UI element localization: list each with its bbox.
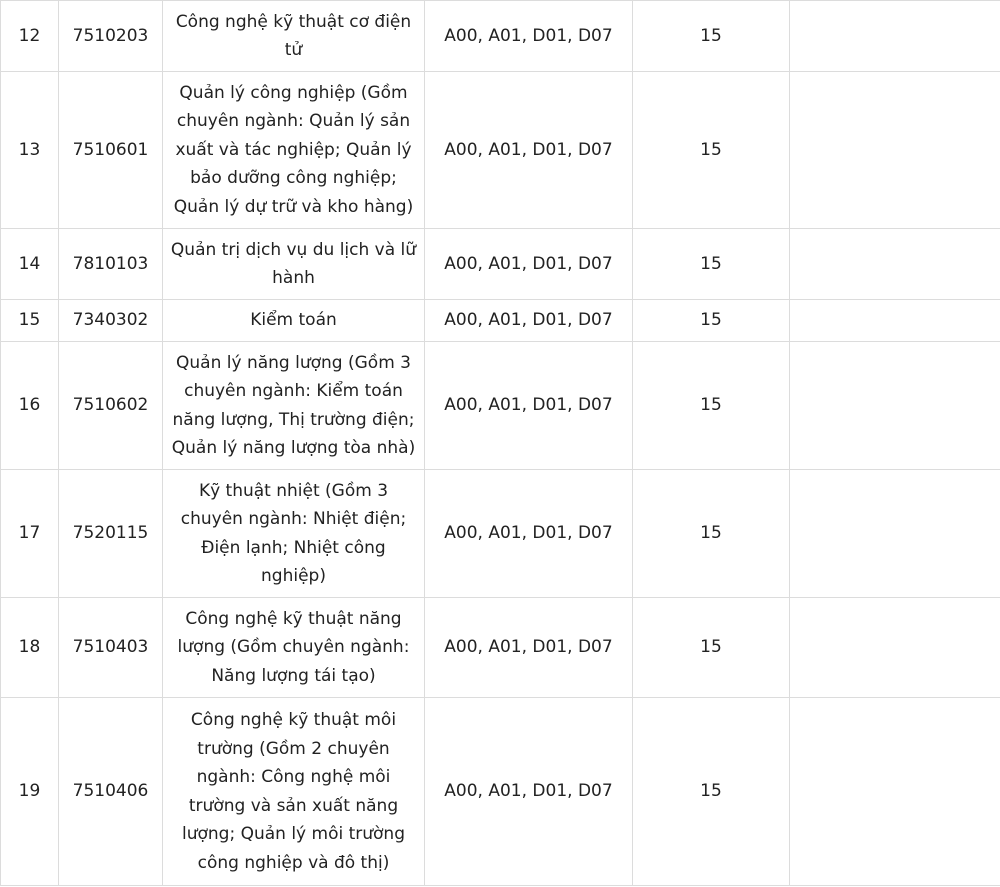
major-name-cell: Công nghệ kỹ thuật năng lượng (Gồm chuyên ngành: Năng lượng tái tạo) bbox=[163, 598, 425, 698]
table-row bbox=[1, 470, 1000, 598]
table-row bbox=[1, 342, 1000, 470]
major-code-cell: 7510601 bbox=[59, 72, 163, 229]
subject-combination-cell: A00, A01, D01, D07 bbox=[425, 342, 633, 470]
score-cell: 15 bbox=[633, 598, 790, 698]
major-code-cell: 7340302 bbox=[59, 300, 163, 342]
note-cell bbox=[790, 598, 1000, 698]
subject-combination-cell: A00, A01, D01, D07 bbox=[425, 1, 633, 72]
row-number-cell: 17 bbox=[1, 470, 59, 598]
row-number-cell: 18 bbox=[1, 598, 59, 698]
row-number-cell: 12 bbox=[1, 1, 59, 72]
table-row bbox=[1, 300, 1000, 342]
major-name-cell: Kiểm toán bbox=[163, 300, 425, 342]
score-cell: 15 bbox=[633, 470, 790, 598]
row-number-cell: 13 bbox=[1, 72, 59, 229]
major-name-cell: Công nghệ kỹ thuật cơ điện tử bbox=[163, 1, 425, 72]
major-code-cell: 7510602 bbox=[59, 342, 163, 470]
major-code-cell: 7520115 bbox=[59, 470, 163, 598]
subject-combination-cell: A00, A01, D01, D07 bbox=[425, 470, 633, 598]
row-number-cell: 14 bbox=[1, 229, 59, 300]
score-cell: 15 bbox=[633, 1, 790, 72]
note-cell bbox=[790, 342, 1000, 470]
major-name-cell: Công nghệ kỹ thuật môi trường (Gồm 2 chuyên ngành: Công nghệ môi trường và sản xuất năng lượng; Quản lý môi trường công nghiệp và đô thị) bbox=[163, 698, 425, 886]
note-cell bbox=[790, 229, 1000, 300]
note-cell bbox=[790, 72, 1000, 229]
major-name-cell: Quản lý năng lượng (Gồm 3 chuyên ngành: Kiểm toán năng lượng, Thị trường điện; Quản lý năng lượng tòa nhà) bbox=[163, 342, 425, 470]
subject-combination-cell: A00, A01, D01, D07 bbox=[425, 72, 633, 229]
major-name-cell: Quản trị dịch vụ du lịch và lữ hành bbox=[163, 229, 425, 300]
row-number-cell: 16 bbox=[1, 342, 59, 470]
score-cell: 15 bbox=[633, 342, 790, 470]
row-number-cell: 15 bbox=[1, 300, 59, 342]
score-cell: 15 bbox=[633, 698, 790, 886]
note-cell bbox=[790, 1, 1000, 72]
score-cell: 15 bbox=[633, 229, 790, 300]
table-row bbox=[1, 698, 1000, 886]
note-cell bbox=[790, 470, 1000, 598]
table-row bbox=[1, 72, 1000, 229]
table-row bbox=[1, 598, 1000, 698]
major-code-cell: 7510406 bbox=[59, 698, 163, 886]
row-number-cell: 19 bbox=[1, 698, 59, 886]
table-row bbox=[1, 229, 1000, 300]
note-cell bbox=[790, 300, 1000, 342]
score-cell: 15 bbox=[633, 72, 790, 229]
subject-combination-cell: A00, A01, D01, D07 bbox=[425, 698, 633, 886]
major-name-cell: Quản lý công nghiệp (Gồm chuyên ngành: Quản lý sản xuất và tác nghiệp; Quản lý bảo dưỡng công nghiệp; Quản lý dự trữ và kho hàng) bbox=[163, 72, 425, 229]
table-row bbox=[1, 1, 1000, 72]
major-code-cell: 7510403 bbox=[59, 598, 163, 698]
major-name-cell: Kỹ thuật nhiệt (Gồm 3 chuyên ngành: Nhiệt điện; Điện lạnh; Nhiệt công nghiệp) bbox=[163, 470, 425, 598]
subject-combination-cell: A00, A01, D01, D07 bbox=[425, 229, 633, 300]
subject-combination-cell: A00, A01, D01, D07 bbox=[425, 300, 633, 342]
subject-combination-cell: A00, A01, D01, D07 bbox=[425, 598, 633, 698]
note-cell bbox=[790, 698, 1000, 886]
score-cell: 15 bbox=[633, 300, 790, 342]
major-code-cell: 7810103 bbox=[59, 229, 163, 300]
major-code-cell: 7510203 bbox=[59, 1, 163, 72]
